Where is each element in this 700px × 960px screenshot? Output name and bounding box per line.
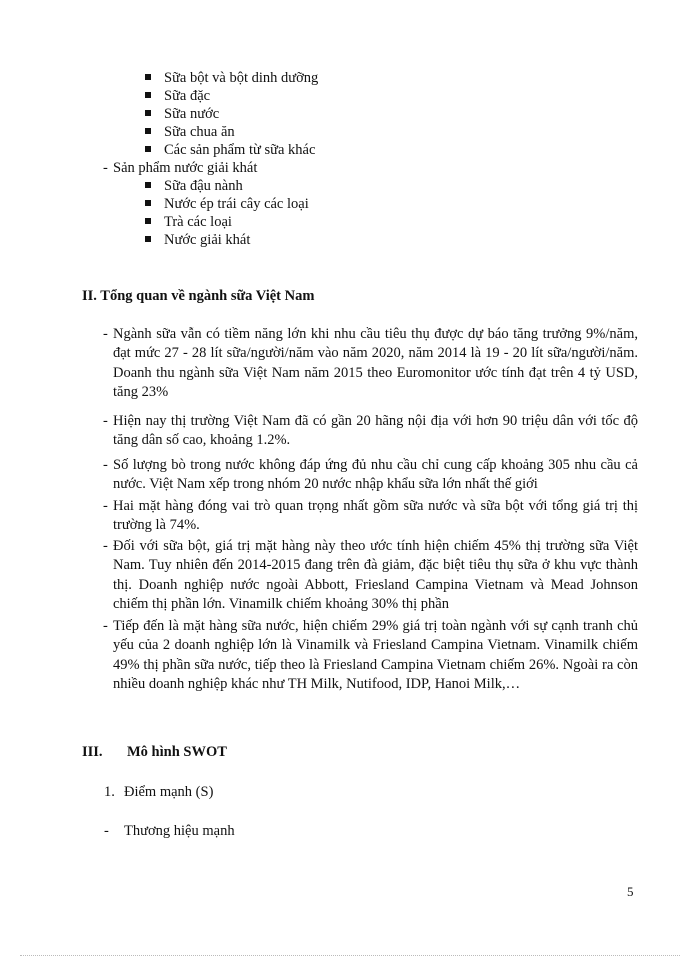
dash-bullet: - bbox=[103, 538, 108, 554]
square-bullet-icon bbox=[145, 92, 151, 98]
list-item-text: Nước giải khát bbox=[164, 232, 251, 248]
square-bullet-icon bbox=[145, 236, 151, 242]
dash-bullet: - bbox=[103, 457, 108, 473]
paragraph-text: Số lượng bò trong nước không đáp ứng đủ nhu cầu chỉ cung cấp khoảng 305 nhu cầu cả nước. Việt Nam xếp trong nhóm 20 nước nhập khẩu sữa lớn nhất thế giới bbox=[113, 457, 638, 493]
subsection-title: Điểm mạnh (S) bbox=[124, 784, 214, 800]
paragraph bbox=[103, 412, 638, 451]
list-item-text: Sữa bột và bột dinh dưỡng bbox=[164, 70, 319, 86]
paragraph-text: Đối với sữa bột, giá trị mặt hàng này theo ước tính hiện chiếm 45% thị trường sữa Việt Nam. Tuy nhiên đến 2014-2015 đang trên đà giảm, đặc biệt tiêu thụ sữa ở khu vực thành thị. Doanh nghiệp nước ngoài Abbott, Friesland Campina Vietnam và Mead Johnson chiếm thị phần lớn. Vinamilk chiếm khoảng 30% thị phần bbox=[113, 538, 638, 613]
list-item-text: Sữa chua ăn bbox=[164, 124, 235, 140]
dash-bullet: - bbox=[103, 160, 108, 176]
section-number: III. bbox=[82, 744, 103, 760]
dash-bullet: - bbox=[103, 498, 108, 514]
paragraph-text: Hai mặt hàng đóng vai trò quan trọng nhất gồm sữa nước và sữa bột với tổng giá trị thị trường là 74%. bbox=[113, 498, 638, 534]
list-item-text: Sữa đặc bbox=[164, 88, 211, 104]
square-bullet-icon bbox=[145, 110, 151, 116]
square-bullet-icon bbox=[145, 146, 151, 152]
swot-point: Thương hiệu mạnh bbox=[124, 823, 235, 839]
list-item-text: Nước ép trái cây các loại bbox=[164, 196, 309, 212]
dash-bullet: - bbox=[104, 823, 109, 839]
dash-bullet: - bbox=[103, 618, 108, 634]
list-item-text: Sữa nước bbox=[164, 106, 220, 122]
paragraph bbox=[103, 537, 638, 615]
dash-bullet: - bbox=[103, 326, 108, 342]
dash-bullet: - bbox=[103, 413, 108, 429]
category-label: Sản phẩm nước giải khát bbox=[113, 160, 258, 176]
square-bullet-icon bbox=[145, 128, 151, 134]
page-edge-divider bbox=[20, 955, 680, 956]
list-item-text: Sữa đậu nành bbox=[164, 178, 243, 194]
paragraph bbox=[103, 497, 638, 536]
paragraph-text: Ngành sữa vẫn có tiềm năng lớn khi nhu cầu tiêu thụ được dự báo tăng trưởng 9%/năm, đạt mức 27 - 28 lít sữa/người/năm vào năm 2020, năm 2014 là 19 - 20 lít sữa/người/năm. Doanh thu ngành sữa Việt Nam năm 2015 theo Euromonitor ước tính đạt trên 4 tỷ USD, tăng 23% bbox=[113, 326, 638, 401]
section-heading: II. Tổng quan về ngành sữa Việt Nam bbox=[82, 288, 315, 304]
paragraph-text: Hiện nay thị trường Việt Nam đã có gần 20 hãng nội địa với hơn 90 triệu dân với tốc độ tăng dân số cao, khoảng 1.2%. bbox=[113, 413, 638, 449]
list-item-text: Trà các loại bbox=[164, 214, 232, 230]
square-bullet-icon bbox=[145, 74, 151, 80]
square-bullet-icon bbox=[145, 218, 151, 224]
section-heading: Mô hình SWOT bbox=[127, 744, 227, 760]
list-item-text: Các sản phẩm từ sữa khác bbox=[164, 142, 316, 158]
paragraph-text: Tiếp đến là mặt hàng sữa nước, hiện chiếm 29% giá trị toàn ngành với sự cạnh tranh chủ yếu của 2 doanh nghiệp lớn là Vinamilk và Friesland Campina Vietnam. Vinamilk chiếm 49% thị phần sữa nước, tiếp theo là Friesland Campina Vietnam chiếm 26%. Ngoài ra còn nhiều doanh nghiệp khác như TH Milk, Nutifood, IDP, Hanoi Milk,… bbox=[113, 618, 638, 693]
subsection-number: 1. bbox=[104, 784, 115, 800]
paragraph bbox=[103, 325, 638, 403]
paragraph bbox=[103, 456, 638, 495]
page-number: 5 bbox=[627, 884, 634, 899]
square-bullet-icon bbox=[145, 182, 151, 188]
square-bullet-icon bbox=[145, 200, 151, 206]
paragraph bbox=[103, 617, 638, 695]
